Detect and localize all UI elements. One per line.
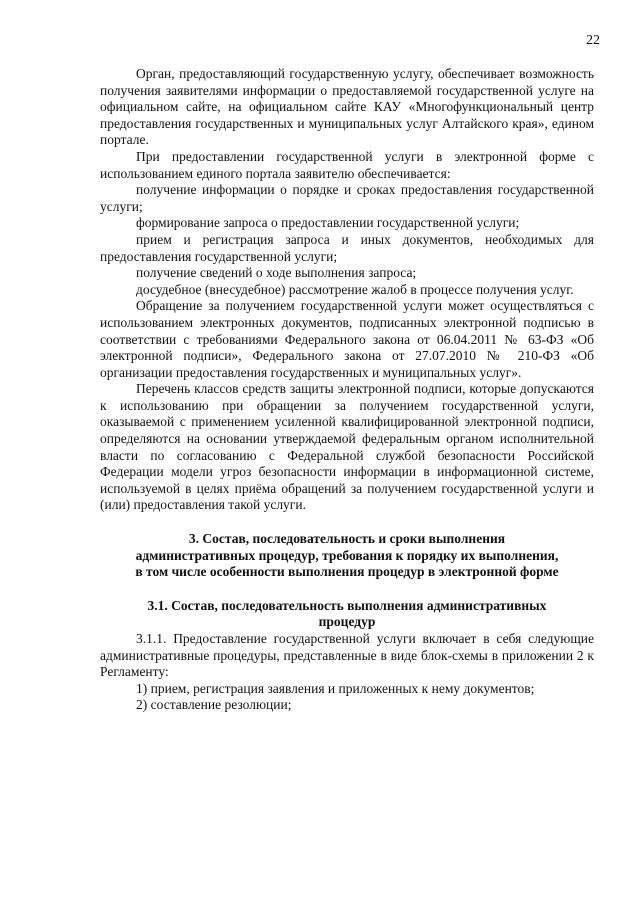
list-item: 2) составление резолюции; — [136, 697, 292, 713]
paragraph: Перечень классов средств защиты электронной подписи, которые допускаются к использованию при обращении за получением государственной услуги, оказываемой с применением усиленной квалифицированной электронной подписи, определяются на основании утверждаемой федеральным органом исполнительной власти по согласованию с Федеральной службой безопасности Российской Федерации модели угроз безопасности информации в информационной системе, используемой в целях приёма обращений за получением государственной услуги и (или) предоставления такой услуги. — [100, 381, 594, 513]
paragraph: получение сведений о ходе выполнения запроса; — [136, 265, 417, 281]
paragraph: получение информации о порядке и сроках предоставления государственной услуги; — [100, 182, 594, 214]
page-content — [100, 66, 594, 714]
paragraph: 3.1.1. Предоставление государственной услуги включает в себя следующие административные процедуры, представленные в виде блок-схемы в приложении 2 к Регламенту: — [100, 631, 594, 680]
section-3-heading — [100, 531, 594, 581]
section-3-1-heading — [100, 598, 594, 631]
heading-line: в том числе особенности выполнения процедур в электронной форме — [135, 564, 559, 580]
heading-line: административных процедур, требования к порядку их выполнения, — [135, 547, 559, 563]
heading-line: процедур — [318, 614, 376, 630]
paragraph: досудебное (внесудебное) рассмотрение жалоб в процессе получения услуг. — [136, 281, 574, 297]
paragraph: формирование запроса о предоставлении государственной услуги; — [136, 215, 520, 231]
paragraph: Обращение за получением государственной услуги может осуществляться с использованием электронных документов, подписанных электронной подписью в соответствии с требованиями Федерального закона от 06.04.2011 № 63-ФЗ «Об электронной подписи», Федерального закона от 27.07.2010 № 210-ФЗ «Об организации предоставления государственных и муниципальных услуг». — [100, 298, 594, 380]
paragraph: При предоставлении государственной услуги в электронной форме с использованием единого портала заявителю обеспечивается: — [100, 148, 594, 181]
page-number: 22 — [586, 33, 600, 48]
paragraph: Орган, предоставляющий государственную услугу, обеспечивает возможность получения заявителями информации о предоставляемой государственной услуге на официальном сайте, на официальном сайте КАУ «Многофункциональный центр предоставления государственных и муниципальных услуг Алтайского края», едином портале. — [100, 66, 594, 148]
paragraph: прием и регистрация запроса и иных документов, необходимых для предоставления государственной услуги; — [100, 231, 594, 264]
heading-line: 3. Состав, последовательность и сроки выполнения — [188, 531, 506, 547]
heading-line: 3.1. Состав, последовательность выполнения административных — [147, 597, 547, 613]
list-item: 1) прием, регистрация заявления и приложенных к нему документов; — [136, 680, 535, 696]
